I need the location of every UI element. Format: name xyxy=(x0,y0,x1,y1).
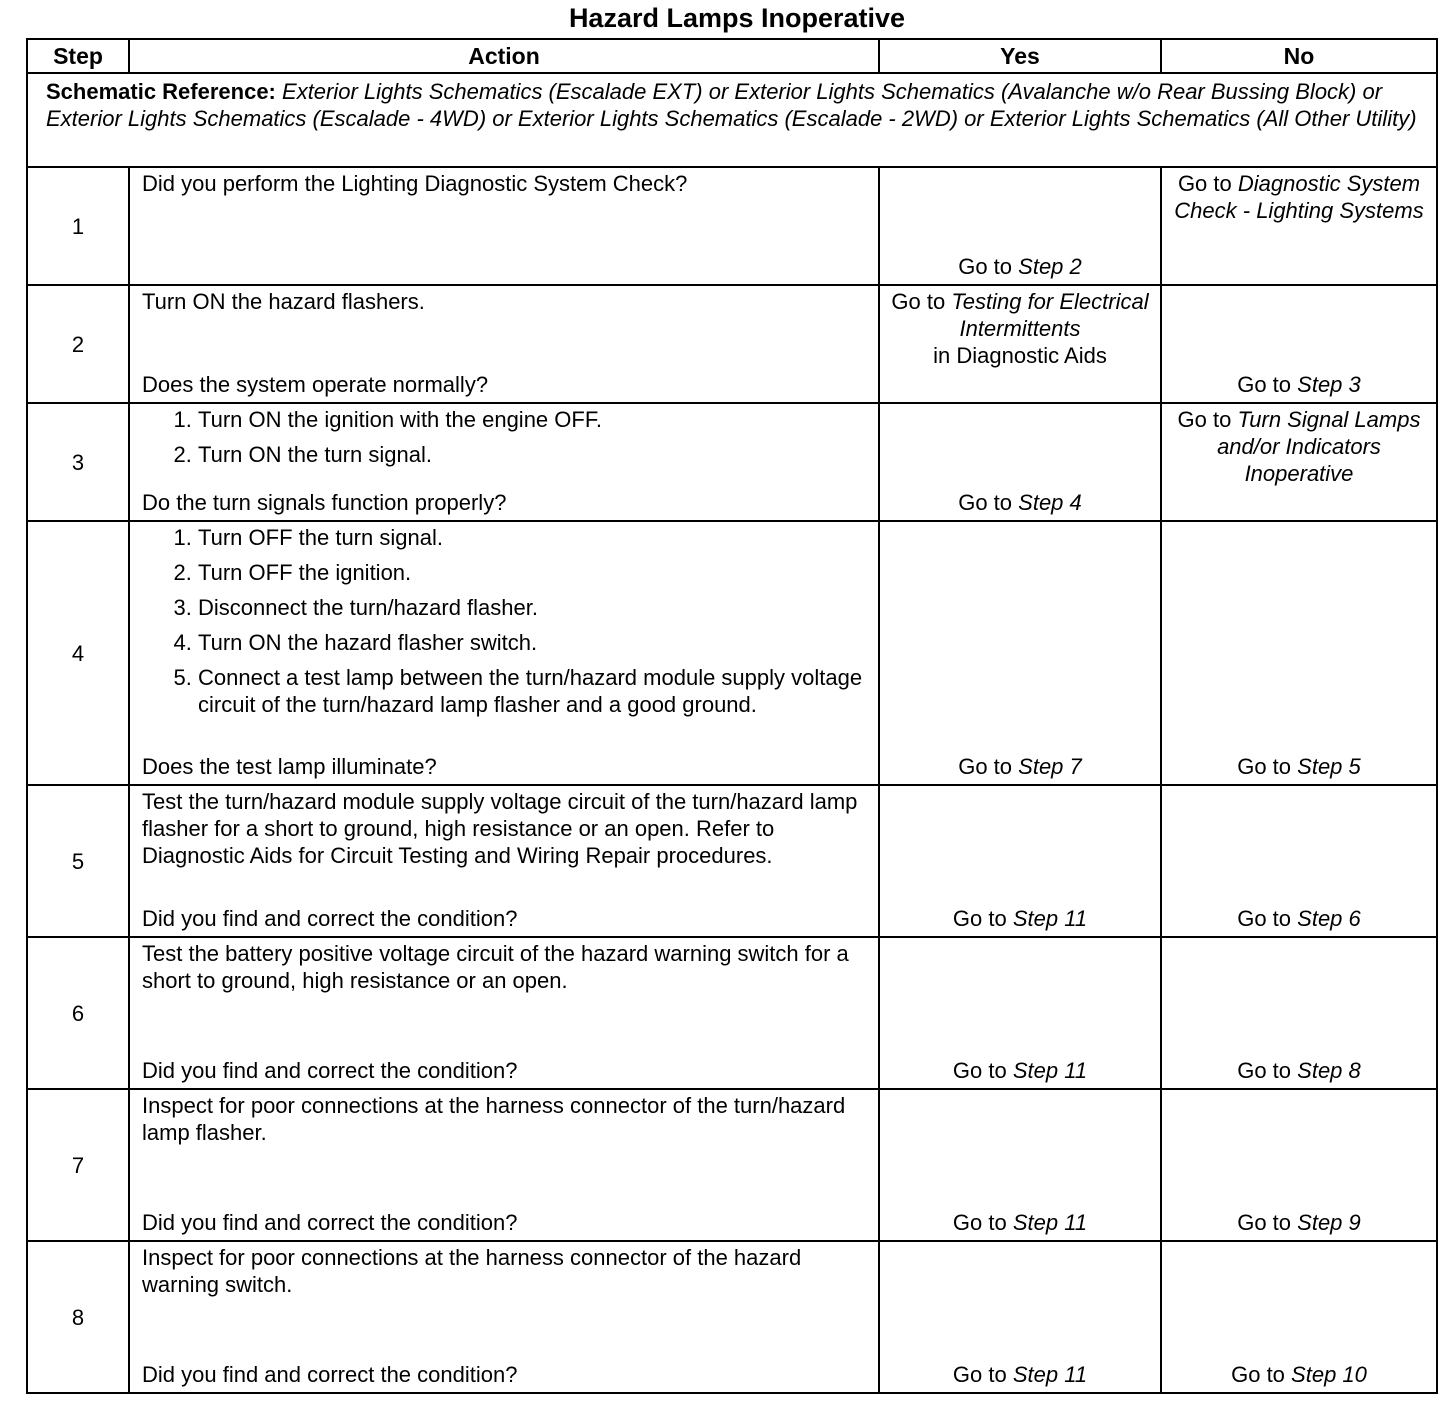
yes-goto-prefix: Go to xyxy=(952,1210,1007,1235)
yes-result xyxy=(879,167,1161,285)
action-cell xyxy=(129,1089,879,1241)
page-title: Hazard Lamps Inoperative xyxy=(568,3,906,33)
no-result xyxy=(1161,521,1437,785)
schematic-reference-row xyxy=(27,73,1437,167)
diagnostic-table xyxy=(26,38,1438,1394)
action-cell xyxy=(129,1241,879,1393)
yes-goto-link[interactable]: Step 11 xyxy=(1012,1210,1088,1235)
no-goto-prefix: Go to xyxy=(1237,372,1292,397)
step-number: 6 xyxy=(27,937,129,1089)
yes-goto-suffix: in Diagnostic Aids xyxy=(933,343,1107,368)
action-instruction: Turn ON the hazard flashers. xyxy=(142,289,425,314)
no-result xyxy=(1161,1089,1437,1241)
action-question: Did you find and correct the condition? xyxy=(142,906,518,931)
no-goto-prefix: Go to xyxy=(1177,407,1232,432)
action-step-item: 5. Connect a test lamp between the turn/hazard module supply voltage circuit of the turn/hazard lamp flasher and a good ground. xyxy=(198,664,866,718)
header-step: Step xyxy=(27,39,129,73)
step-row xyxy=(27,1241,1437,1393)
step-row xyxy=(27,167,1437,285)
no-goto-prefix: Go to xyxy=(1237,906,1292,931)
action-question: Does the test lamp illuminate? xyxy=(142,754,437,779)
action-instruction: Inspect for poor connections at the harness connector of the turn/hazard lamp flasher. xyxy=(142,1093,846,1145)
no-result xyxy=(1161,403,1437,521)
yes-goto-prefix: Go to xyxy=(958,254,1013,279)
yes-result xyxy=(879,285,1161,403)
yes-goto-prefix: Go to xyxy=(952,906,1007,931)
step-number: 7 xyxy=(27,1089,129,1241)
yes-result xyxy=(879,937,1161,1089)
no-goto-prefix: Go to xyxy=(1177,171,1232,196)
action-cell xyxy=(129,785,879,937)
action-step-item: 3. Disconnect the turn/hazard flasher. xyxy=(198,594,866,621)
action-instruction: Test the battery positive voltage circuit of the hazard warning switch for a short to ground, high resistance or an open. xyxy=(142,941,849,993)
action-cell xyxy=(129,167,879,285)
yes-goto-link[interactable]: Step 11 xyxy=(1012,1058,1088,1083)
no-goto-prefix: Go to xyxy=(1237,754,1292,779)
yes-goto-prefix: Go to xyxy=(891,289,946,314)
action-question: Did you find and correct the condition? xyxy=(142,1058,518,1083)
yes-result xyxy=(879,1241,1161,1393)
action-step-item: 1. Turn OFF the turn signal. xyxy=(198,524,866,551)
yes-goto-prefix: Go to xyxy=(952,1058,1007,1083)
step-row xyxy=(27,285,1437,403)
yes-goto-prefix: Go to xyxy=(952,1362,1007,1387)
action-step-item: 2. Turn OFF the ignition. xyxy=(198,559,866,586)
no-result xyxy=(1161,785,1437,937)
action-cell xyxy=(129,403,879,521)
header-yes: Yes xyxy=(879,39,1161,73)
no-result xyxy=(1161,285,1437,403)
action-steps-list xyxy=(142,524,866,726)
header-row xyxy=(27,39,1437,73)
schematic-reference xyxy=(27,73,1437,167)
yes-goto-prefix: Go to xyxy=(958,754,1013,779)
header-no: No xyxy=(1161,39,1437,73)
yes-goto-link[interactable]: Step 7 xyxy=(1018,754,1082,779)
no-result xyxy=(1161,167,1437,285)
no-goto-link[interactable]: Step 10 xyxy=(1291,1362,1367,1387)
action-cell xyxy=(129,521,879,785)
yes-goto-link[interactable]: Step 4 xyxy=(1018,490,1082,515)
no-goto-link[interactable]: Diagnostic System Check - Lighting Systems xyxy=(1174,171,1424,223)
no-goto-link[interactable]: Turn Signal Lamps and/or Indicators Inoperative xyxy=(1217,407,1421,486)
action-step-item: 1. Turn ON the ignition with the engine OFF. xyxy=(198,406,866,433)
step-number: 4 xyxy=(27,521,129,785)
schematic-reference-text: Exterior Lights Schematics (Escalade EXT) or Exterior Lights Schematics (Avalanche w/o Rear Bussing Block) or Exterior Lights Schematics (Escalade - 4WD) or Exterior Lights Schematics (Escalade - 2WD) or Exterior Lights Schematics (All Other Utility) xyxy=(46,79,1417,131)
header-action: Action xyxy=(129,39,879,73)
no-result xyxy=(1161,1241,1437,1393)
no-goto-link[interactable]: Step 3 xyxy=(1297,372,1361,397)
step-number: 2 xyxy=(27,285,129,403)
action-steps-list xyxy=(142,406,866,476)
yes-result xyxy=(879,785,1161,937)
action-question: Did you perform the Lighting Diagnostic System Check? xyxy=(142,171,688,196)
schematic-reference-label: Schematic Reference: xyxy=(46,79,276,104)
no-result xyxy=(1161,937,1437,1089)
yes-result xyxy=(879,1089,1161,1241)
yes-result xyxy=(879,403,1161,521)
action-question: Does the system operate normally? xyxy=(142,372,489,397)
yes-goto-link[interactable]: Step 11 xyxy=(1012,906,1088,931)
no-goto-prefix: Go to xyxy=(1237,1058,1292,1083)
step-row xyxy=(27,403,1437,521)
yes-goto-prefix: Go to xyxy=(958,490,1013,515)
no-goto-link[interactable]: Step 8 xyxy=(1297,1058,1361,1083)
step-row xyxy=(27,785,1437,937)
step-number: 1 xyxy=(27,167,129,285)
action-step-item: 2. Turn ON the turn signal. xyxy=(198,441,866,468)
action-instruction: Test the turn/hazard module supply voltage circuit of the turn/hazard lamp flasher for a short to ground, high resistance or an open. Refer to Diagnostic Aids for Circuit Testing and Wiring Repair procedures. xyxy=(142,789,858,868)
action-question: Did you find and correct the condition? xyxy=(142,1210,518,1235)
yes-goto-link[interactable]: Testing for Electrical Intermittents xyxy=(951,289,1149,341)
step-number: 3 xyxy=(27,403,129,521)
step-row xyxy=(27,937,1437,1089)
action-question: Do the turn signals function properly? xyxy=(142,490,507,515)
step-row xyxy=(27,1089,1437,1241)
step-number: 5 xyxy=(27,785,129,937)
action-cell xyxy=(129,285,879,403)
action-step-item: 4. Turn ON the hazard flasher switch. xyxy=(198,629,866,656)
no-goto-link[interactable]: Step 5 xyxy=(1297,754,1361,779)
action-instruction: Inspect for poor connections at the harness connector of the hazard warning switch. xyxy=(142,1245,802,1297)
step-row xyxy=(27,521,1437,785)
no-goto-prefix: Go to xyxy=(1237,1210,1292,1235)
no-goto-link[interactable]: Step 9 xyxy=(1297,1210,1361,1235)
step-number: 8 xyxy=(27,1241,129,1393)
yes-result xyxy=(879,521,1161,785)
action-cell xyxy=(129,937,879,1089)
no-goto-link[interactable]: Step 6 xyxy=(1297,906,1361,931)
no-goto-prefix: Go to xyxy=(1231,1362,1285,1387)
yes-goto-link[interactable]: Step 2 xyxy=(1018,254,1082,279)
yes-goto-link[interactable]: Step 11 xyxy=(1012,1362,1088,1387)
action-question: Did you find and correct the condition? xyxy=(142,1362,518,1387)
